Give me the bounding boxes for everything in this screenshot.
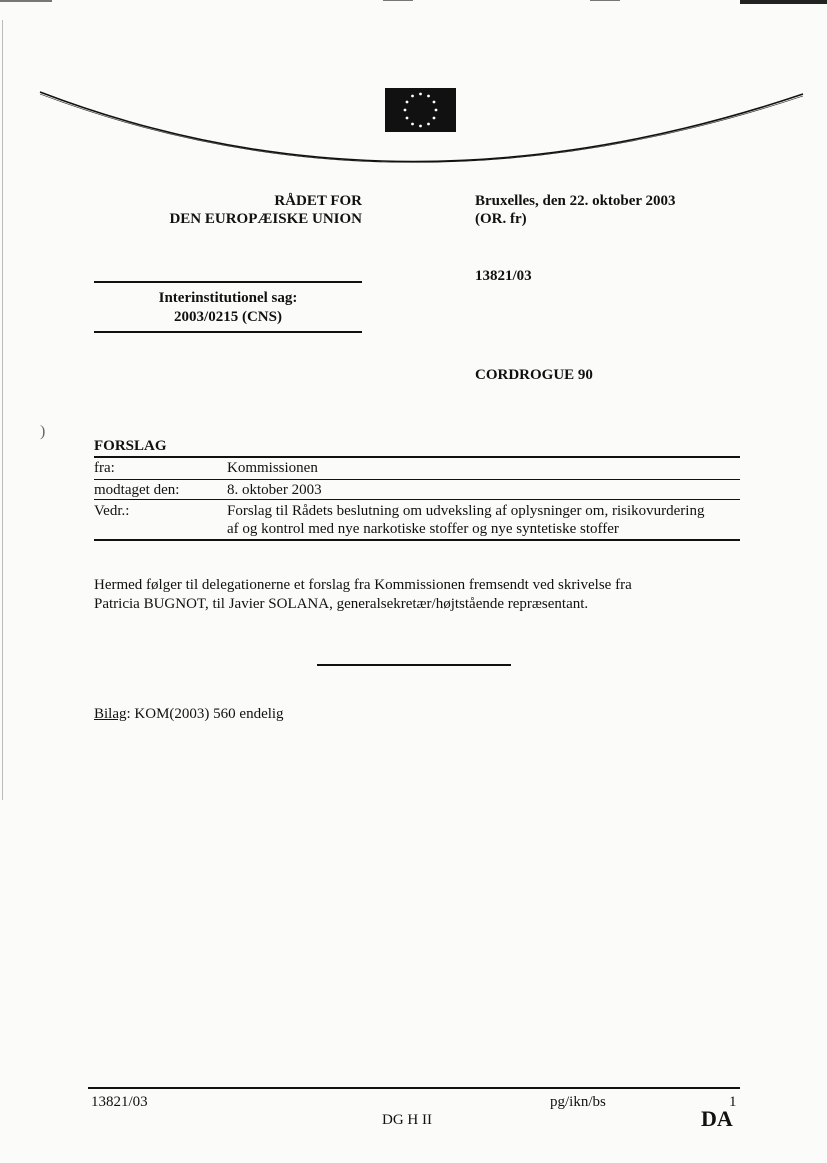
annex-text: : KOM(2003) 560 endelig bbox=[126, 706, 284, 722]
body-line2: Patricia BUGNOT, til Javier SOLANA, generalsekretær/højtstående repræsentant. bbox=[94, 596, 589, 612]
annex-label: Bilag bbox=[94, 706, 127, 722]
row-value-from: Kommissionen bbox=[227, 460, 318, 476]
footer-page-number: 1 bbox=[729, 1094, 737, 1110]
classification-code: CORDROGUE 90 bbox=[475, 367, 593, 383]
document-number: 13821/03 bbox=[475, 268, 532, 284]
row-label-received: modtaget den: bbox=[94, 482, 180, 498]
interinstitutional-top-rule bbox=[94, 281, 362, 283]
scan-mark-top-edge bbox=[740, 0, 827, 4]
council-name-line2: DEN EUROPÆISKE UNION bbox=[169, 211, 362, 227]
proposal-top-rule bbox=[94, 456, 740, 458]
original-language: (OR. fr) bbox=[475, 211, 527, 227]
interinstitutional-ref: 2003/0215 (CNS) bbox=[174, 309, 282, 325]
section-separator bbox=[317, 664, 511, 666]
row-value-subject-line1: Forslag til Rådets beslutning om udveksling af oplysninger om, risikovurdering bbox=[227, 503, 705, 519]
interinstitutional-bottom-rule bbox=[94, 331, 362, 333]
council-name-line1: RÅDET FOR bbox=[274, 193, 362, 209]
scan-mark-top-left bbox=[0, 0, 52, 2]
footer-initials: pg/ikn/bs bbox=[550, 1094, 606, 1110]
row-value-received: 8. oktober 2003 bbox=[227, 482, 322, 498]
proposal-heading: FORSLAG bbox=[94, 438, 167, 454]
row-rule-2 bbox=[94, 499, 740, 500]
scan-bracket: ) bbox=[40, 423, 46, 440]
proposal-bottom-rule bbox=[94, 539, 740, 541]
place-date: Bruxelles, den 22. oktober 2003 bbox=[475, 193, 676, 209]
interinstitutional-label: Interinstitutionel sag: bbox=[158, 290, 298, 306]
row-rule-1 bbox=[94, 479, 740, 480]
footer-rule bbox=[88, 1087, 740, 1089]
row-label-subject: Vedr.: bbox=[94, 503, 130, 519]
row-label-from: fra: bbox=[94, 460, 115, 476]
eu-letterhead-emblem bbox=[0, 80, 827, 170]
scan-mark-top-right bbox=[590, 0, 620, 1]
footer-doc-number: 13821/03 bbox=[91, 1094, 148, 1110]
scan-mark-top bbox=[383, 0, 413, 1]
footer-department: DG H II bbox=[382, 1112, 432, 1128]
row-value-subject-line2: af og kontrol med nye narkotiske stoffer og nye syntetiske stoffer bbox=[227, 521, 619, 537]
body-line1: Hermed følger til delegationerne et forslag fra Kommissionen fremsendt ved skrivelse fra bbox=[94, 577, 632, 593]
footer-language: DA bbox=[701, 1106, 733, 1131]
annex-line bbox=[94, 706, 284, 723]
